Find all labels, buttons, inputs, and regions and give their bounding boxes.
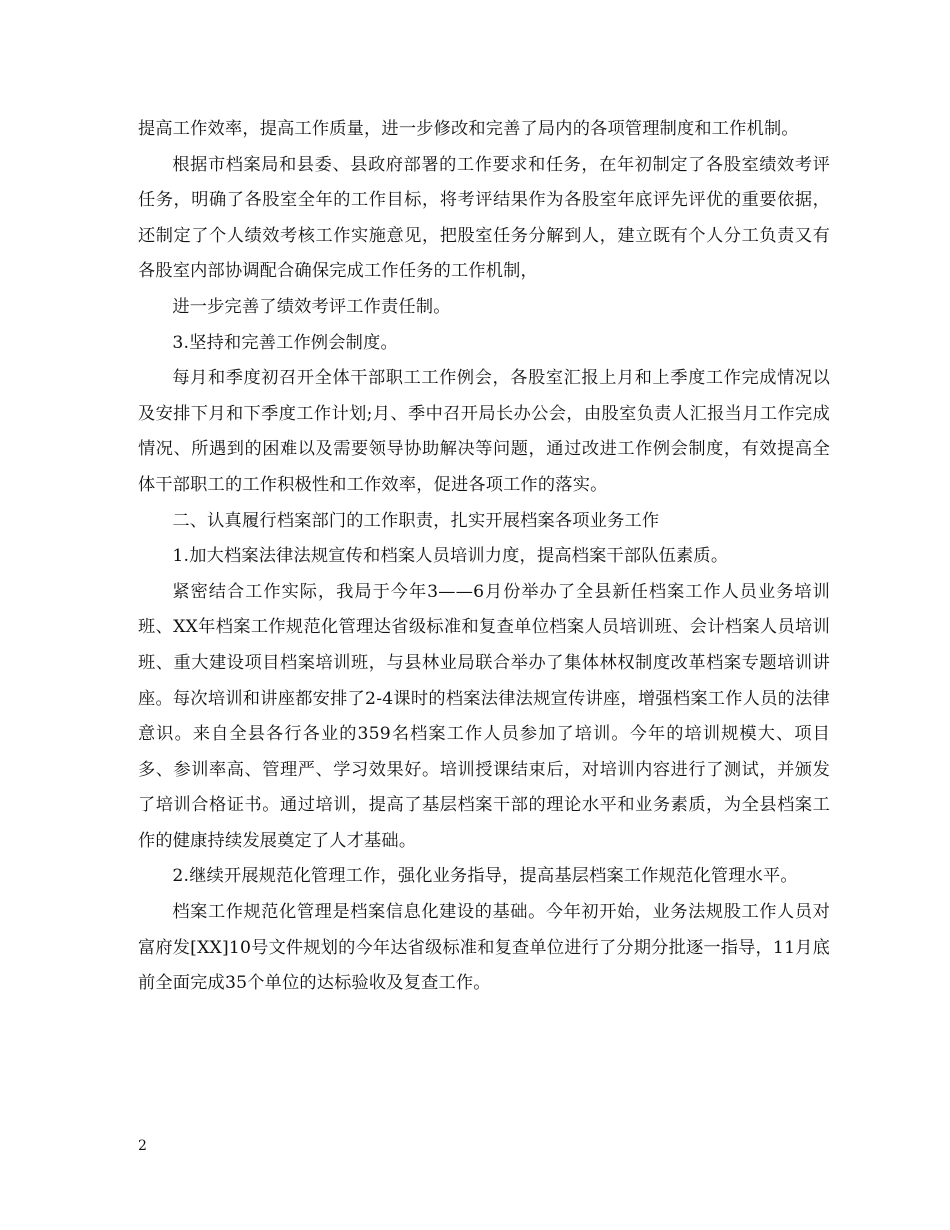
paragraph-responsibility-system: 进一步完善了绩效考评工作责任制。 — [172, 296, 451, 317]
paragraph-continuation: 提高工作效率，提高工作质量，进一步修改和完善了局内的各项管理制度和工作机制。 — [138, 119, 799, 139]
page-number: 2 — [138, 1138, 147, 1154]
paragraph-performance-evaluation: 根据市档案局和县委、县政府部署的工作要求和任务，在年初制定了各股室绩效考评任务，明确了各股室全年的工作目标，将考评结果作为各股室年底评先评优的重要依据，还制定了个人绩效考核工作实施意见，把股室任务分解到人，建立既有个人分工负责又有各股室内部协调配合确保完成工作任务的工作机制， — [138, 154, 830, 282]
section-heading-3: 3.坚持和完善工作例会制度。 — [172, 332, 398, 353]
paragraph-regular-meetings: 每月和季度初召开全体干部职工工作例会，各股室汇报上月和上季度工作完成情况以及安排下月和下季度工作计划;月、季中召开局长办公会，由股室负责人汇报当月工作完成情况、所遇到的困难以及需要领导协助解决等问题，通过改进工作例会制度，有效提高全体干部职工的工作积极性和工作效率，促进各项工作的落实。 — [138, 368, 830, 495]
document-body — [138, 112, 830, 1002]
section-heading-2: 2.继续开展规范化管理工作，强化业务指导，提高基层档案工作规范化管理水平。 — [172, 866, 798, 887]
section-heading-1: 1.加大档案法律法规宣传和档案人员培训力度，提高档案干部队伍素质。 — [172, 546, 729, 567]
section-heading-part-two: 二、认真履行档案部门的工作职责，扎实开展档案各项业务工作 — [172, 510, 660, 531]
paragraph-training: 紧密结合工作实际，我局于今年3——6月份举办了全县新任档案工作人员业务培训班、XX年档案工作规范化管理达省级标准和复查单位档案人员培训班、会计档案人员培训班、重大建设项目档案培训班，与县林业局联合举办了集体林权制度改革档案专题培训讲座。每次培训和讲座都安排了2-4课时的档案法律法规宣传讲座，增强档案工作人员的法律意识。来自全县各行各业的359名档案工作人员参加了培训。今年的培训规模大、项目多、参训率高、管理严、学习效果好。培训授课结束后，对培训内容进行了测试，并颁发了培训合格证书。通过培训，提高了基层档案干部的理论水平和业务素质，为全县档案工作的健康持续发展奠定了人才基础。 — [138, 581, 830, 851]
paragraph-standardization: 档案工作规范化管理是档案信息化建设的基础。今年初开始，业务法规股工作人员对富府发[XX]10号文件规划的今年达省级标准和复查单位进行了分期分批逐一指导，11月底前全面完成35个单位的达标验收及复查工作。 — [138, 902, 830, 994]
